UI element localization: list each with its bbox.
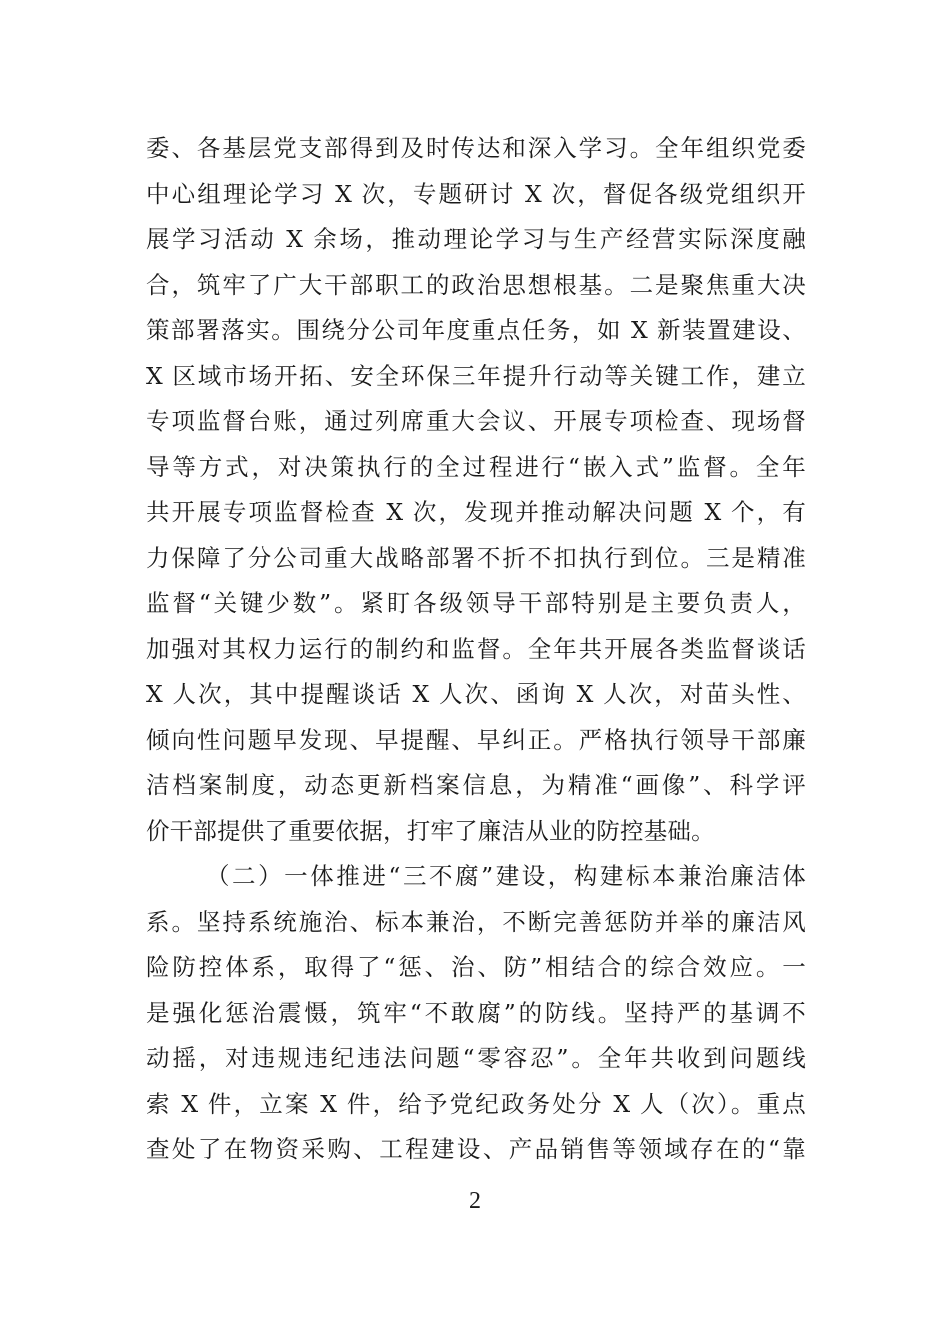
- text-line: 险防控体系，取得了“惩、治、防”相结合的综合效应。一: [146, 953, 806, 981]
- text-line: X 区域市场开拓、安全环保三年提升行动等关键工作，建立: [146, 361, 806, 390]
- page-number: 2: [469, 1188, 481, 1214]
- text-line: 专项监督台账，通过列席重大会议、开展专项检查、现场督: [146, 407, 806, 435]
- text-line: 监督“关键少数”。紧盯各级领导干部特别是主要负责人，: [146, 589, 806, 617]
- text-line: 中心组理论学习 X 次，专题研讨 X 次，督促各级党组织开: [146, 179, 806, 208]
- text-line: 展学习活动 X 余场，推动理论学习与生产经营实际深度融: [146, 225, 806, 253]
- text-line: 力保障了分公司重大战略部署不折不扣执行到位。三是精准: [146, 543, 806, 572]
- text-line: 策部署落实。围绕分公司年度重点任务，如 X 新装置建设、: [146, 316, 806, 344]
- text-line: 加强对其权力运行的制约和监督。全年共开展各类监督谈话: [146, 634, 806, 663]
- text-line: 查处了在物资采购、工程建设、产品销售等领域存在的“靠: [146, 1135, 806, 1163]
- text-line: X 人次，其中提醒谈话 X 人次、函询 X 人次，对苗头性、: [146, 680, 806, 708]
- body-text: [146, 126, 806, 1173]
- text-line: 索 X 件，立案 X 件，给予党纪政务处分 X 人（次）。重点: [146, 1089, 806, 1118]
- text-line: 倾向性问题早发现、早提醒、早纠正。严格执行领导干部廉: [146, 725, 806, 754]
- text-line: 合，筑牢了广大干部职工的政治思想根基。二是聚焦重大决: [146, 270, 806, 299]
- text-line: 洁档案制度，动态更新档案信息，为精准“画像”、科学评: [146, 771, 806, 799]
- text-line: 委、各基层党支部得到及时传达和深入学习。全年组织党委: [146, 134, 806, 162]
- text-line: 共开展专项监督检查 X 次，发现并推动解决问题 X 个，有: [146, 498, 806, 526]
- section-heading-line: （二）一体推进“三不腐”建设，构建标本兼治廉洁体: [206, 862, 806, 890]
- text-line: 是强化惩治震慑，筑牢“不敢腐”的防线。坚持严的基调不: [146, 998, 806, 1027]
- paragraph-end-line: 价干部提供了重要依据，打牢了廉洁从业的防控基础。: [146, 816, 715, 845]
- text-line: 导等方式，对决策执行的全过程进行“嵌入式”监督。全年: [146, 452, 806, 481]
- text-line: 动摇，对违规违纪违法问题“零容忍”。全年共收到问题线: [146, 1044, 806, 1072]
- text-line: 系。坚持系统施治、标本兼治，不断完善惩防并举的廉洁风: [146, 907, 806, 936]
